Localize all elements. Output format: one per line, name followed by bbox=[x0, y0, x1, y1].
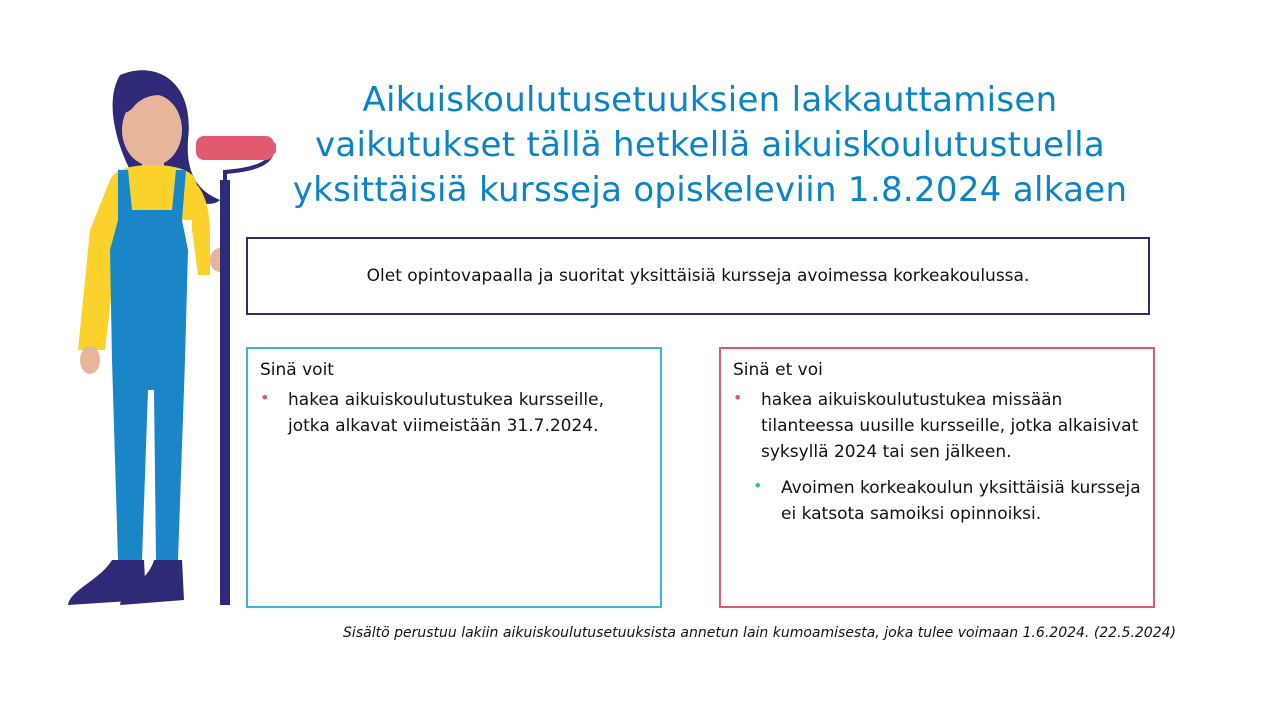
cannot-bullet-text: hakea aikuiskoulutustukea missään tilanteessa uusille kursseille, jotka alkaisivat syksyllä 2024 tai sen jälkeen. bbox=[761, 390, 1139, 462]
list-item bbox=[753, 475, 1141, 527]
situation-box bbox=[246, 237, 1150, 315]
can-bullet-text: hakea aikuiskoulutustukea kursseille, jotka alkavat viimeistään 31.7.2024. bbox=[288, 390, 604, 436]
title-line-1: Aikuiskoulutusetuuksien lakkauttamisen bbox=[362, 80, 1058, 120]
bullet-icon: • bbox=[260, 388, 270, 407]
list-item bbox=[260, 387, 648, 439]
bullet-icon: • bbox=[733, 388, 743, 407]
title-line-2: vaikutukset tällä hetkellä aikuiskoulutustuella bbox=[314, 125, 1106, 165]
can-box bbox=[246, 347, 662, 608]
cannot-sub-list bbox=[753, 475, 1141, 527]
cannot-box bbox=[719, 347, 1155, 608]
cannot-list bbox=[733, 387, 1141, 465]
title-line-3: yksittäisiä kursseja opiskeleviin 1.8.2024 alkaen bbox=[292, 170, 1128, 210]
footnote: Sisältö perustuu lakiin aikuiskoulutusetuuksista annetun lain kumoamisesta, joka tulee voimaan 1.6.2024. (22.5.2024) bbox=[343, 625, 1176, 641]
cannot-heading: Sinä et voi bbox=[733, 360, 823, 380]
can-list bbox=[260, 387, 648, 439]
page-title bbox=[260, 78, 1160, 213]
cannot-sub-bullet-text: Avoimen korkeakoulun yksittäisiä kursseja ei katsota samoiksi opinnoiksi. bbox=[781, 478, 1141, 524]
list-item bbox=[733, 387, 1141, 465]
bullet-icon: • bbox=[753, 476, 763, 495]
situation-text: Olet opintovapaalla ja suoritat yksittäisiä kursseja avoimessa korkeakoulussa. bbox=[366, 266, 1030, 286]
can-heading: Sinä voit bbox=[260, 360, 334, 380]
